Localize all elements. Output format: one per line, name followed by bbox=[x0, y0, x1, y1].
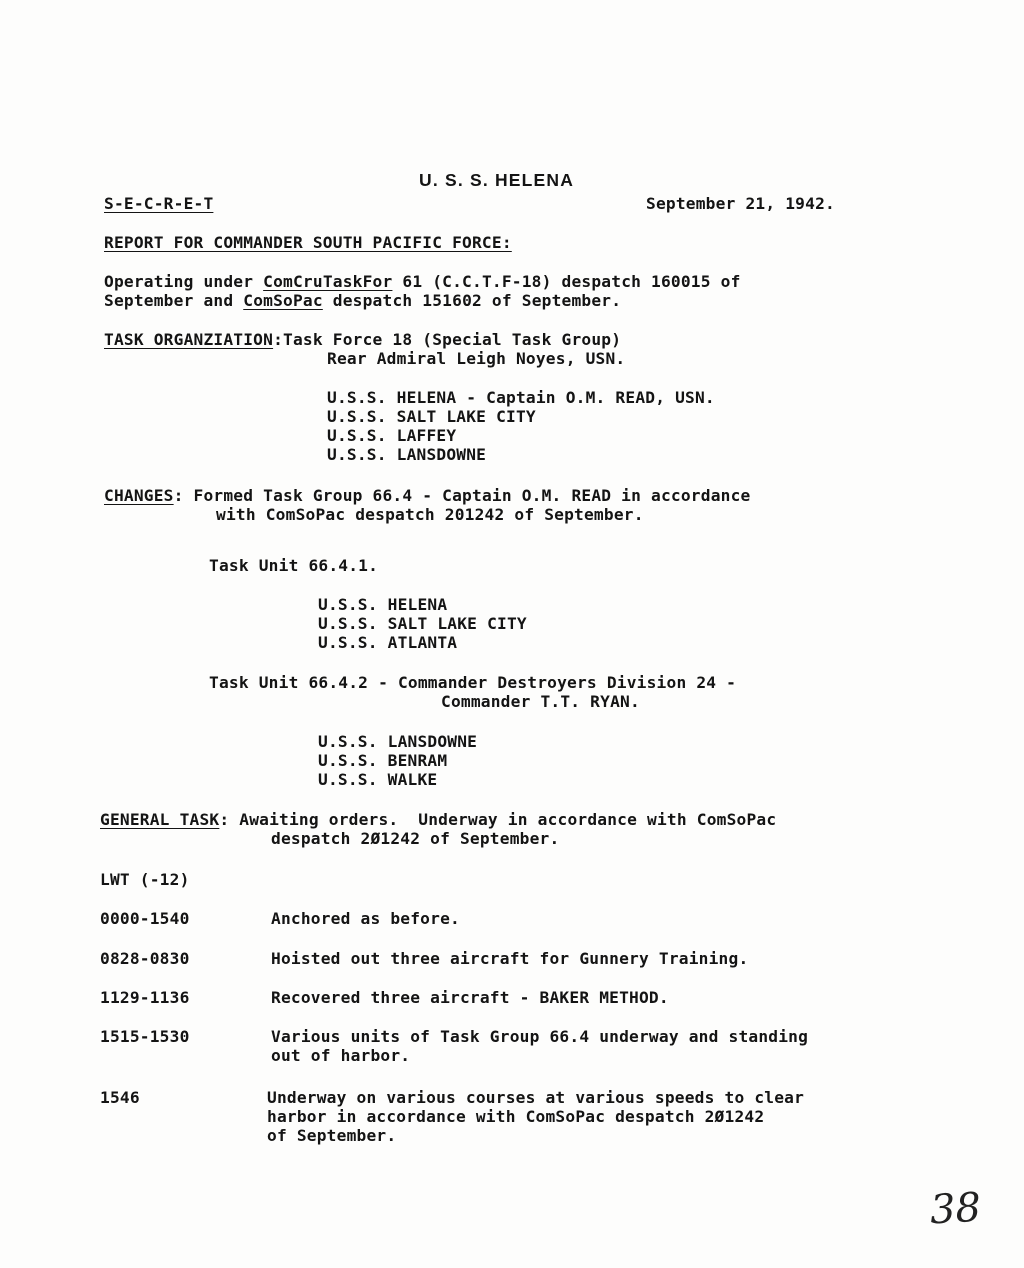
ship-list-item: U.S.S. BENRAM bbox=[318, 751, 448, 770]
ship-list-item: U.S.S. SALT LAKE CITY bbox=[318, 614, 527, 633]
classification-mark: S-E-C-R-E-T bbox=[104, 194, 214, 213]
ship-list-item: U.S.S. LAFFEY bbox=[327, 426, 457, 445]
task-organization-label: TASK ORGANZIATION bbox=[104, 330, 274, 349]
ship-list-item: U.S.S. LANSDOWNE bbox=[318, 732, 478, 751]
log-time: 1129-1136 bbox=[100, 988, 190, 1007]
operating-line-2: September and ComSoPac despatch 151602 of September. bbox=[104, 291, 622, 310]
log-entry-continued: out of harbor. bbox=[271, 1046, 411, 1065]
log-entry: Various units of Task Group 66.4 underway and standing bbox=[271, 1027, 809, 1046]
ship-list-item: U.S.S. SALT LAKE CITY bbox=[327, 407, 536, 426]
report-title: REPORT FOR COMMANDER SOUTH PACIFIC FORCE: bbox=[104, 233, 512, 252]
task-unit-2-commander: Commander T.T. RYAN. bbox=[441, 692, 640, 711]
changes-line-1: CHANGES: Formed Task Group 66.4 - Captain O.M. READ in accordance bbox=[104, 486, 751, 505]
time-zone-note: LWT (-12) bbox=[100, 870, 190, 889]
ship-list-item: U.S.S. HELENA bbox=[318, 595, 448, 614]
operating-line-1: Operating under ComCruTaskFor 61 (C.C.T.F-18) despatch 160015 of bbox=[104, 272, 741, 291]
log-entry: Recovered three aircraft - BAKER METHOD. bbox=[271, 988, 669, 1007]
task-unit-1-title: Task Unit 66.4.1. bbox=[209, 556, 379, 575]
ship-list-item: U.S.S. HELENA - Captain O.M. READ, USN. bbox=[327, 388, 715, 407]
log-entry: Underway on various courses at various speeds to clear bbox=[267, 1088, 805, 1107]
task-organization-line-2: Rear Admiral Leigh Noyes, USN. bbox=[327, 349, 626, 368]
log-entry-continued: of September. bbox=[267, 1126, 397, 1145]
task-unit-2-title: Task Unit 66.4.2 - Commander Destroyers Division 24 - bbox=[209, 673, 737, 692]
task-organization-line-1: TASK ORGANZIATION:Task Force 18 (Special Task Group) bbox=[104, 330, 622, 349]
ship-heading: U. S. S. HELENA bbox=[419, 170, 575, 190]
changes-line-2: with ComSoPac despatch 201242 of September. bbox=[216, 505, 644, 524]
general-task-line-2: despatch 2Ø1242 of September. bbox=[271, 829, 560, 848]
log-entry-continued: harbor in accordance with ComSoPac despatch 2Ø1242 bbox=[267, 1107, 765, 1126]
changes-label: CHANGES bbox=[104, 486, 174, 505]
ship-list-item: U.S.S. ATLANTA bbox=[318, 633, 458, 652]
general-task-line-1: GENERAL TASK: Awaiting orders. Underway in accordance with ComSoPac bbox=[100, 810, 777, 829]
ship-list-item: U.S.S. WALKE bbox=[318, 770, 438, 789]
general-task-label: GENERAL TASK bbox=[100, 810, 220, 829]
log-entry: Hoisted out three aircraft for Gunnery Training. bbox=[271, 949, 749, 968]
log-time: 0828-0830 bbox=[100, 949, 190, 968]
page-number: 38 bbox=[928, 1184, 983, 1234]
log-entry: Anchored as before. bbox=[271, 909, 460, 928]
log-time: 0000-1540 bbox=[100, 909, 190, 928]
ship-list-item: U.S.S. LANSDOWNE bbox=[327, 445, 487, 464]
report-date: September 21, 1942. bbox=[646, 194, 835, 213]
log-time: 1546 bbox=[100, 1088, 140, 1107]
log-time: 1515-1530 bbox=[100, 1027, 190, 1046]
